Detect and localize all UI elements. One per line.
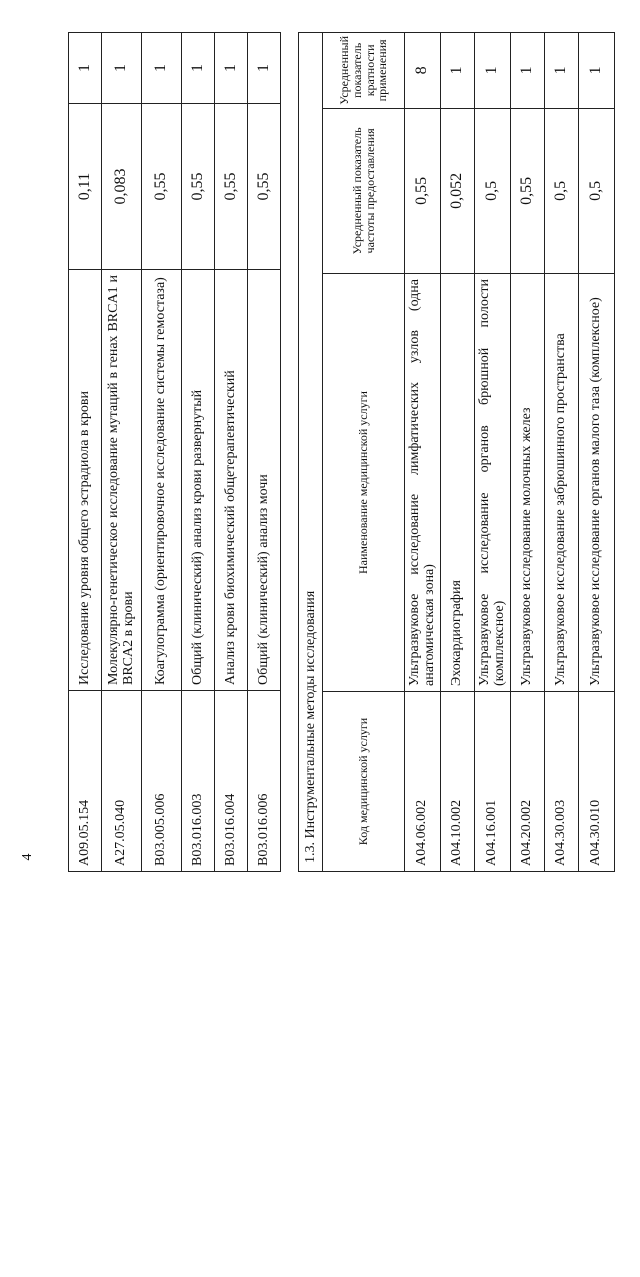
service-name: Ультразвуковое исследование органов малого таза (комплексное) <box>579 273 615 691</box>
document-page <box>20 32 620 872</box>
frequency-value: 0,55 <box>215 104 248 270</box>
frequency-value: 0,55 <box>142 104 182 270</box>
multiplicity-value: 8 <box>405 33 441 109</box>
service-name: Ультразвуковое исследование молочных желез <box>511 273 545 691</box>
frequency-value: 0,55 <box>182 104 215 270</box>
frequency-value: 0,55 <box>405 108 441 273</box>
service-code: A04.20.002 <box>511 692 545 872</box>
table-row <box>545 33 579 872</box>
service-name: Эхокардиография <box>441 273 475 691</box>
service-name: Ультразвуковое исследование забрюшинного пространства <box>545 273 579 691</box>
table-row <box>441 33 475 872</box>
multiplicity-value: 1 <box>102 33 142 104</box>
table-row <box>69 33 102 872</box>
header-row <box>323 33 405 872</box>
multiplicity-value: 1 <box>182 33 215 104</box>
table-row <box>475 33 511 872</box>
frequency-value: 0,11 <box>69 104 102 270</box>
table-row <box>405 33 441 872</box>
service-code: A04.06.002 <box>405 692 441 872</box>
column-header-frequency: Усредненный показатель частоты предоставления <box>323 108 405 273</box>
table-row <box>579 33 615 872</box>
table-row <box>215 33 248 872</box>
service-name: Ультразвуковое исследование органов брюшной полости (комплексное) <box>475 273 511 691</box>
multiplicity-value: 1 <box>511 33 545 109</box>
multiplicity-value: 1 <box>579 33 615 109</box>
table-row <box>142 33 182 872</box>
multiplicity-value: 1 <box>475 33 511 109</box>
multiplicity-value: 1 <box>69 33 102 104</box>
column-header-code: Код медицинской услуги <box>323 692 405 872</box>
column-header-name: Наименование медицинской услуги <box>323 273 405 691</box>
multiplicity-value: 1 <box>215 33 248 104</box>
multiplicity-value: 1 <box>545 33 579 109</box>
service-code: B03.016.003 <box>182 691 215 872</box>
frequency-value: 0,55 <box>511 108 545 273</box>
table-row <box>511 33 545 872</box>
multiplicity-value: 1 <box>142 33 182 104</box>
column-header-multiplicity: Усредненный показатель кратности применения <box>323 33 405 109</box>
service-name: Общий (клинический) анализ крови развернутый <box>182 270 215 691</box>
instrumental-methods-table <box>322 32 615 872</box>
table-row <box>102 33 142 872</box>
service-code: A04.16.001 <box>475 692 511 872</box>
table-row <box>248 33 281 872</box>
service-code: A04.30.010 <box>579 692 615 872</box>
frequency-value: 0,052 <box>441 108 475 273</box>
page-number: 4 <box>20 853 35 861</box>
multiplicity-value: 1 <box>441 33 475 109</box>
frequency-value: 0,55 <box>248 104 281 270</box>
service-name: Анализ крови биохимический общетерапевтический <box>215 270 248 691</box>
frequency-value: 0,083 <box>102 104 142 270</box>
service-code: A27.05.040 <box>102 691 142 872</box>
frequency-value: 0,5 <box>545 108 579 273</box>
section-title: 1.3. Инструментальные методы исследования <box>298 32 322 872</box>
service-code: A09.05.154 <box>69 691 102 872</box>
service-name: Исследование уровня общего эстрадиола в крови <box>69 270 102 691</box>
frequency-value: 0,5 <box>579 108 615 273</box>
service-code: A04.30.003 <box>545 692 579 872</box>
table-row <box>182 33 215 872</box>
service-code: A04.10.002 <box>441 692 475 872</box>
service-code: B03.005.006 <box>142 691 182 872</box>
frequency-value: 0,5 <box>475 108 511 273</box>
service-name: Молекулярно-генетическое исследование мутаций в генах BRCA1 и BRCA2 в крови <box>102 270 142 691</box>
service-name: Коагулограмма (ориентировочное исследование системы гемостаза) <box>142 270 182 691</box>
service-name: Ультразвуковое исследование лимфатических узлов (одна анатомическая зона) <box>405 273 441 691</box>
service-code: B03.016.004 <box>215 691 248 872</box>
service-code: B03.016.006 <box>248 691 281 872</box>
upper-services-table <box>68 32 281 872</box>
service-name: Общий (клинический) анализ мочи <box>248 270 281 691</box>
multiplicity-value: 1 <box>248 33 281 104</box>
